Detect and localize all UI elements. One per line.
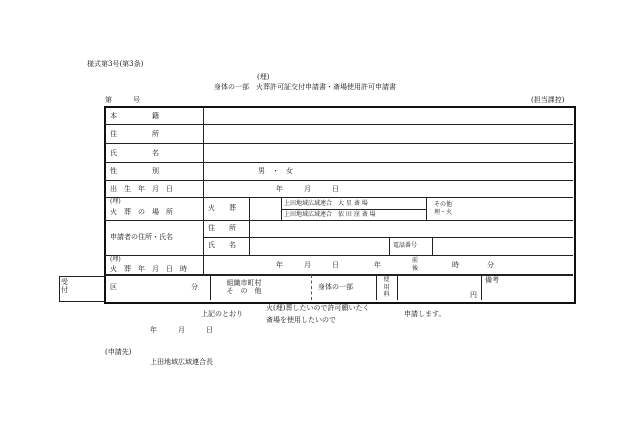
dept-label: (担当課控) bbox=[531, 96, 565, 104]
label-honseki: 本 籍 bbox=[110, 112, 159, 120]
municipality-2: そ の 他 bbox=[226, 287, 262, 295]
uketsuke-2: 付 bbox=[61, 286, 68, 294]
label-seibetsu: 性 別 bbox=[110, 167, 159, 175]
remarks-label: 備考 bbox=[485, 276, 499, 284]
go-label: 後 bbox=[411, 265, 418, 272]
datetime-prefix: (埋) bbox=[110, 256, 121, 263]
fee-3: 料 bbox=[383, 291, 390, 298]
zengo bbox=[409, 257, 421, 273]
row-divider bbox=[105, 124, 573, 125]
row-divider bbox=[105, 220, 573, 221]
facility-yodakubo: 上田地域広域連合 依 田 窪 斎 場 bbox=[284, 211, 376, 218]
label-app-name: 氏 名 bbox=[208, 241, 236, 249]
dest-value: 上田地域広域連合長 bbox=[150, 358, 213, 366]
other-label: その他 bbox=[433, 201, 452, 208]
row-divider bbox=[105, 143, 573, 144]
footer-request: 申請します。 bbox=[404, 310, 446, 318]
other-options: 埋・火 bbox=[433, 209, 452, 216]
form-id: 様式第3号(第3条) bbox=[87, 60, 144, 68]
fee-label bbox=[380, 276, 393, 299]
page-title: 身体の一部 火葬許可証交付申請書・斎場使用許可申請書 bbox=[214, 83, 396, 91]
dest-label: (申請先) bbox=[105, 348, 132, 356]
col-divider bbox=[389, 237, 390, 255]
yen-unit: 円 bbox=[470, 291, 477, 299]
fee-2: 用 bbox=[383, 283, 390, 291]
col-divider bbox=[249, 220, 250, 255]
label-shimei: 氏 名 bbox=[110, 149, 159, 157]
label-phone: 電話番号 bbox=[393, 242, 418, 249]
label-place: 火 葬 の 場 所 bbox=[110, 208, 173, 216]
body-part-label: 身体の一部 bbox=[318, 283, 353, 291]
birth-value: 年 月 日 bbox=[276, 185, 339, 193]
label-jusho: 住 所 bbox=[110, 130, 159, 138]
col-divider bbox=[281, 197, 282, 220]
title-prefix: (埋) bbox=[257, 73, 270, 81]
uketsuke-label bbox=[59, 278, 70, 294]
footer-date: 年 月 日 bbox=[150, 326, 213, 334]
datetime-value: 年 月 日 年 bbox=[276, 261, 381, 269]
label-column-divider bbox=[203, 107, 204, 275]
label-app-address: 住 所 bbox=[208, 224, 236, 232]
col-divider bbox=[397, 275, 398, 300]
footer-option-1: 火(埋)葬したいので許可願いたく bbox=[266, 304, 370, 312]
row-divider bbox=[105, 180, 573, 181]
municipality bbox=[222, 279, 266, 295]
col-divider bbox=[210, 275, 211, 300]
row-divider bbox=[105, 197, 573, 198]
footer-above: 上記のとおり bbox=[201, 310, 243, 318]
municipality-1: 組織市町村 bbox=[226, 279, 262, 287]
dashed-divider bbox=[311, 275, 312, 300]
label-ku: 区 bbox=[110, 283, 117, 291]
col-divider bbox=[249, 197, 250, 220]
number-label: 第 号 bbox=[105, 96, 140, 104]
label-birth: 出 生 年 月 日 bbox=[110, 185, 173, 193]
fee-1: 使 bbox=[383, 276, 390, 283]
seibetsu-value: 男 ・ 女 bbox=[258, 167, 293, 175]
col-divider bbox=[481, 275, 482, 300]
place-prefix: (埋) bbox=[110, 198, 121, 205]
zen-label: 前 bbox=[411, 257, 418, 264]
label-bun: 分 bbox=[191, 283, 198, 291]
col-divider bbox=[432, 237, 433, 255]
row-divider bbox=[105, 255, 573, 256]
row-divider bbox=[105, 162, 573, 163]
facility-oboshi: 上田地域広域連合 大 星 斎 場 bbox=[284, 200, 368, 207]
label-datetime: 火 葬 年 月 日 時 bbox=[110, 265, 187, 273]
uketsuke-1: 受 bbox=[61, 278, 68, 286]
label-applicant: 申請者の住所・氏名 bbox=[110, 233, 173, 241]
other-cell bbox=[429, 201, 457, 217]
col-divider bbox=[376, 275, 377, 300]
footer-option-2: 斎場を使用したいので bbox=[266, 316, 336, 324]
facility-divider bbox=[281, 209, 426, 210]
time-value: 時 分 bbox=[452, 261, 494, 269]
row-divider-thick bbox=[105, 274, 573, 276]
row-divider bbox=[203, 237, 573, 238]
kaso-label: 火 葬 bbox=[208, 204, 236, 212]
col-divider bbox=[426, 197, 427, 220]
